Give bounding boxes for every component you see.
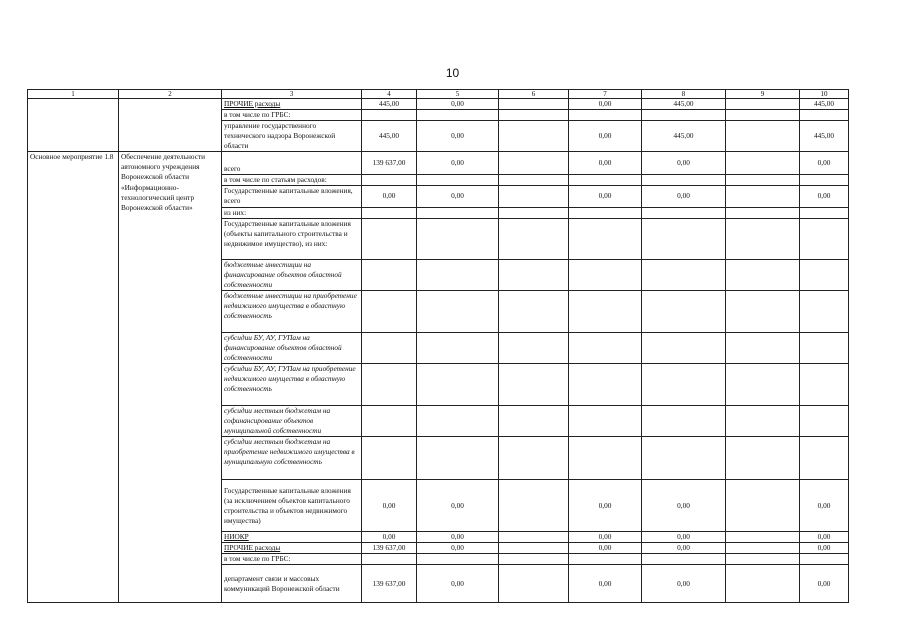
value-cell: 0,00 (642, 543, 726, 554)
value-cell: 0,00 (642, 152, 726, 175)
value-cell: 445,00 (800, 99, 849, 110)
table-row (28, 99, 849, 110)
event-title: Обеспечение деятельности автономного учреждения Воронежской области «Информационно-технологический центр Воронежской области» (119, 152, 222, 603)
value-cell: 0,00 (417, 480, 499, 532)
row-label: Государственные капитальные вложения, всего (222, 186, 362, 207)
row-label: НИОКР (222, 532, 362, 543)
value-cell: 0,00 (417, 543, 499, 554)
value-cell: 139 637,00 (362, 152, 417, 175)
table-row (28, 152, 849, 175)
value-cell: 0,00 (569, 121, 642, 152)
empty-cell (119, 99, 222, 152)
value-cell: 0,00 (642, 186, 726, 207)
value-cell: 0,00 (800, 565, 849, 603)
value-cell: 0,00 (417, 186, 499, 207)
value-cell: 445,00 (642, 99, 726, 110)
value-cell: 0,00 (569, 186, 642, 207)
value-cell: 0,00 (569, 532, 642, 543)
row-label: Государственные капитальные вложения (за исключением объектов капитального строительства и объектов недвижимого имущества) (222, 480, 362, 532)
value-cell: 0,00 (362, 186, 417, 207)
row-label: в том числе по ГРБС: (222, 554, 362, 565)
header-cell: 6 (499, 90, 569, 99)
value-cell: 0,00 (569, 480, 642, 532)
row-label: Государственные капитальные вложения (объекты капитального строительства и недвижимое имущество), из них: (222, 218, 362, 259)
value-cell: 445,00 (362, 121, 417, 152)
value-cell: 0,00 (800, 152, 849, 175)
header-cell: 8 (642, 90, 726, 99)
value-cell: 0,00 (800, 186, 849, 207)
value-cell: 0,00 (800, 532, 849, 543)
value-cell: 0,00 (569, 99, 642, 110)
value-cell: 0,00 (569, 543, 642, 554)
row-label: департамент связи и массовых коммуникаций Воронежской области (222, 565, 362, 603)
row-label: субсидии местным бюджетам на софинансирование объектов муниципальной собственности (222, 405, 362, 436)
value-cell: 0,00 (417, 532, 499, 543)
value-cell: 0,00 (800, 480, 849, 532)
value-cell (726, 99, 800, 110)
value-cell: 0,00 (362, 532, 417, 543)
value-cell: 139 637,00 (362, 565, 417, 603)
expenditure-table (27, 89, 849, 603)
header-cell: 10 (800, 90, 849, 99)
value-cell: 0,00 (417, 121, 499, 152)
row-label: бюджетные инвестиции на приобретение недвижимого имущества в областную собственность (222, 290, 362, 332)
header-cell: 7 (569, 90, 642, 99)
row-label: из них: (222, 207, 362, 218)
header-cell: 9 (726, 90, 800, 99)
header-row (28, 90, 849, 99)
header-cell: 5 (417, 90, 499, 99)
value-cell: 0,00 (569, 565, 642, 603)
value-cell: 0,00 (642, 480, 726, 532)
row-label: бюджетные инвестиции на финансирование объектов областной собственности (222, 259, 362, 290)
event-code: Основное мероприятие 1.8 (28, 152, 119, 603)
value-cell: 0,00 (800, 543, 849, 554)
row-label: субсидии БУ, АУ, ГУПам на приобретение недвижимого имущества в областную собственность (222, 363, 362, 405)
value-cell: 0,00 (362, 480, 417, 532)
header-cell: 2 (119, 90, 222, 99)
value-cell: 445,00 (362, 99, 417, 110)
row-label: ПРОЧИЕ расходы (222, 543, 362, 554)
value-cell: 139 637,00 (362, 543, 417, 554)
row-label: субсидии местным бюджетам на приобретение недвижимого имущества в муниципальную собственность (222, 437, 362, 480)
value-cell: 445,00 (642, 121, 726, 152)
row-label: ПРОЧИЕ расходы (222, 99, 362, 110)
value-cell: 445,00 (800, 121, 849, 152)
header-cell: 1 (28, 90, 119, 99)
row-label: в том числе по статьям расходов: (222, 175, 362, 186)
value-cell: 0,00 (642, 565, 726, 603)
empty-cell (28, 99, 119, 152)
value-cell: 0,00 (417, 152, 499, 175)
row-label: в том числе по ГРБС: (222, 110, 362, 121)
row-label: управление государственного технического надзора Воронежской области (222, 121, 362, 152)
value-cell: 0,00 (417, 565, 499, 603)
value-cell: 0,00 (417, 99, 499, 110)
header-cell: 4 (362, 90, 417, 99)
value-cell: 0,00 (569, 152, 642, 175)
row-label: всего (222, 152, 362, 175)
page-number: 10 (445, 66, 460, 80)
header-cell: 3 (222, 90, 362, 99)
row-label: субсидии БУ, АУ, ГУПам на финансирование объектов областной собственности (222, 332, 362, 363)
value-cell: 0,00 (642, 532, 726, 543)
value-cell (499, 99, 569, 110)
